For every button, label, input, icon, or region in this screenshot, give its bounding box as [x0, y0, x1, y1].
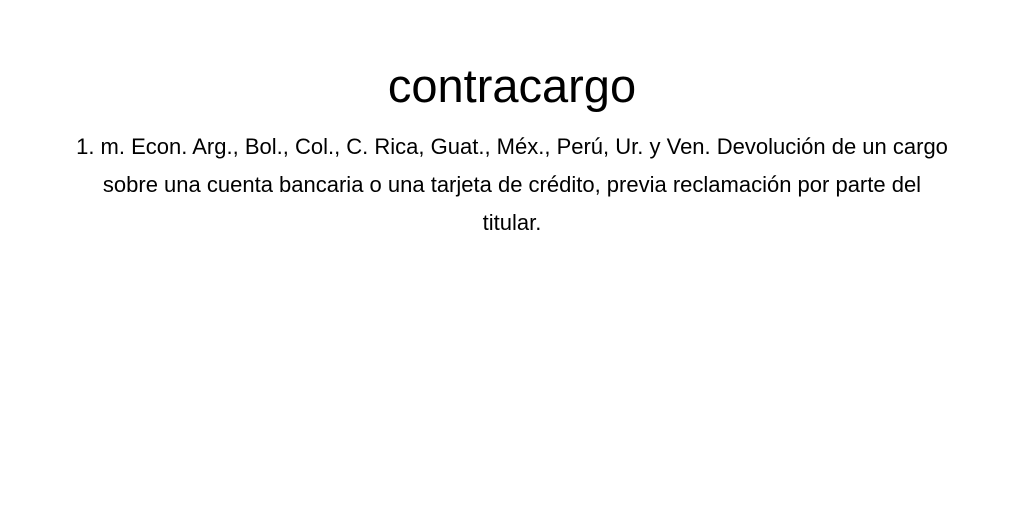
entry-definition: 1. m. Econ. Arg., Bol., Col., C. Rica, Guat., Méx., Perú, Ur. y Ven. Devolución de un cargo sobre una cuenta bancaria o una tarjeta de crédito, previa reclamación por parte del titular. [76, 134, 948, 235]
entry-headword: contracargo [387, 59, 637, 112]
